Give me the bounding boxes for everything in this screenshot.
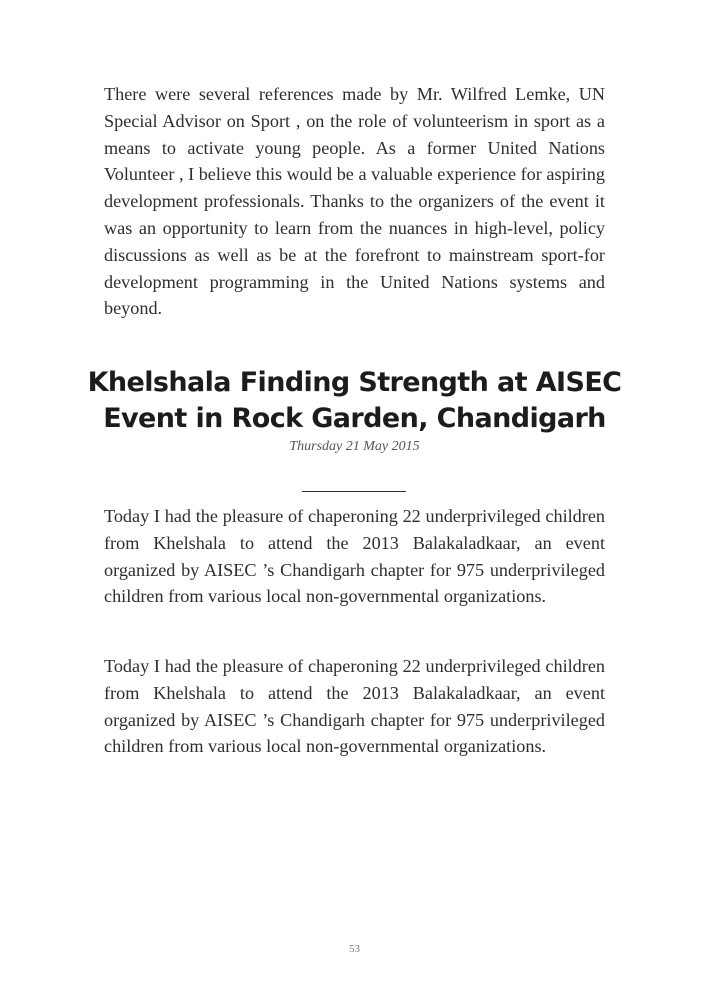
article-title-line-2: Event in Rock Garden, Chandigarh	[103, 403, 606, 434]
article-date: Thursday 21 May 2015	[289, 439, 420, 454]
article-paragraph: Today I had the pleasure of chaperoning 22 underprivileged children from Khelshala to attend the 2013 Balakaladkaar, an event organized by AISEC ’s Chandigarh chapter for 975 underprivileged children from various local non-governmental organizations.	[104, 656, 605, 757]
article-paragraph: Today I had the pleasure of chaperoning 22 underprivileged children from Khelshala to attend the 2013 Balakaladkaar, an event organized by AISEC ’s Chandigarh chapter for 975 underprivileged children from various local non-governmental organizations.	[104, 506, 605, 607]
section-divider	[302, 491, 406, 492]
body-paragraph: There were several references made by Mr. Wilfred Lemke, UN Special Advisor on Sport , on the role of volunteerism in sport as a means to activate young people. As a former United Nations Volunteer , I believe this would be a valuable experience for aspiring development professionals. Thanks to the organizers of the event it was an opportunity to learn from the nuances in high-level, policy discussions as well as be at the forefront to mainstream sport-for development programming in the United Nations systems and beyond.	[104, 84, 605, 319]
article-title-line-1: Khelshala Finding Strength at AISEC	[87, 367, 622, 398]
page-number: 53	[349, 943, 360, 955]
